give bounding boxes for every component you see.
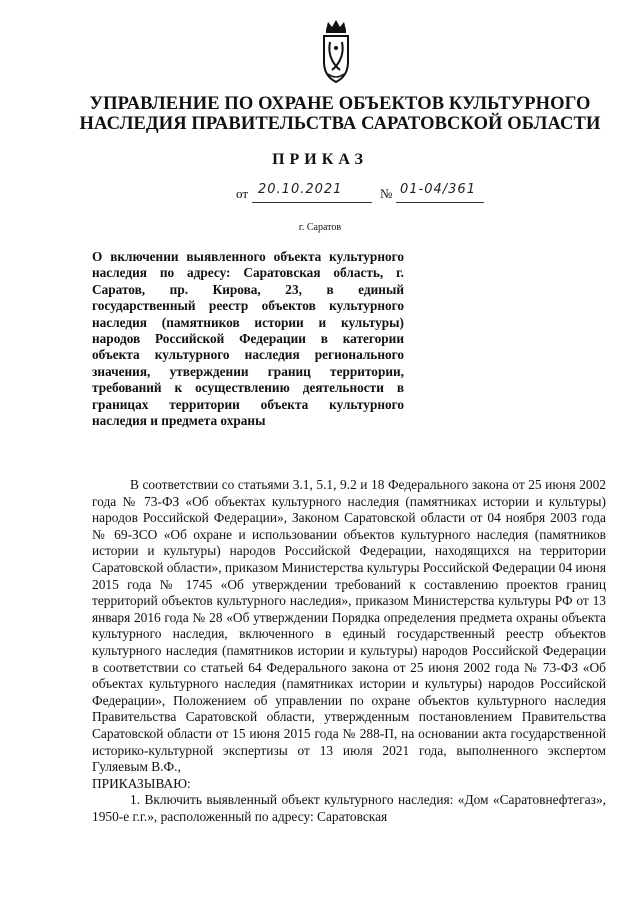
date-label: от xyxy=(236,186,249,201)
organization-name-line2: НАСЛЕДИЯ ПРАВИТЕЛЬСТВА САРАТОВСКОЙ ОБЛАСТИ xyxy=(79,114,601,134)
decree-word: ПРИКАЗЫВАЮ: xyxy=(92,775,191,791)
order-body xyxy=(92,477,606,825)
organization-name-line1: УПРАВЛЕНИЕ ПО ОХРАНЕ ОБЪЕКТОВ КУЛЬТУРНОГО xyxy=(89,94,591,114)
order-subject-text: О включении выявленного объекта культурного наследия по адресу: Саратовская область, г. Саратов, пр. Кирова, 23, в единый государственный реестр объектов культурного наследия (памятников истории и культуры) народов Российской Федерации в категории объекта культурного наследия регионального значения, утверждении границ территории, требований к осуществлению деятельности в границах территории объекта культурного наследия и предмета охраны xyxy=(92,249,404,429)
date-underline xyxy=(252,202,372,203)
number-underline xyxy=(396,202,484,203)
number-label: № xyxy=(380,186,393,201)
order-subject xyxy=(92,249,404,429)
document-type-title: ПРИКАЗ xyxy=(272,151,368,168)
city-label: г. Саратов xyxy=(298,222,342,233)
date-value: 20.10.2021 xyxy=(258,182,343,197)
preamble-paragraph: В соответствии со статьями 3.1, 5.1, 9.2 и 18 Федерального закона от 25 июня 2002 года № 73-ФЗ «Об объектах культурного наследия (памятниках истории и культуры) народов Российской Федерации», Законом Саратовской области от 04 ноября 2003 года № 69-ЗСО «Об охране и использовании объектов культурного наследия (памятников истории и культуры) народов Российской Федерации, находящихся на территории Саратовской области», приказом Министерства культуры Российской Федерации 04 июня 2015 года № 1745 «Об утверждении требований к составлению проектов границ территорий объектов культурного наследия», приказом Министерства культуры РФ от 13 января 2016 года № 28 «Об утверждении Порядка определения предмета охраны объекта культурного наследия, включенного в единый государственный реестр объектов культурного наследия (памятников истории и культуры) народов Российской Федерации в соответствии со статьей 64 Федерального закона от 25 июня 2002 года № 73-ФЗ «Об объектах культурного наследия (памятниках истории и культуры) народов Российской Федерации», Положением об управлении по охране объектов культурного наследия Правительства Саратовской области, утвержденным постановлением Правительства Саратовской области от 15 июня 2015 года № 288-П, на основании акта государственной историко-культурной экспертизы от 13 июля 2021 года, выполненного экспертом Гуляевым В.Ф., xyxy=(92,477,606,775)
number-value: 01-04/361 xyxy=(400,182,476,197)
order-item-1: 1. Включить выявленный объект культурного наследия: «Дом «Саратовнефтегаз», 1950-е г.г.», расположенный по адресу: Саратовская xyxy=(92,792,606,824)
saratov-coat-of-arms-icon xyxy=(318,18,354,86)
